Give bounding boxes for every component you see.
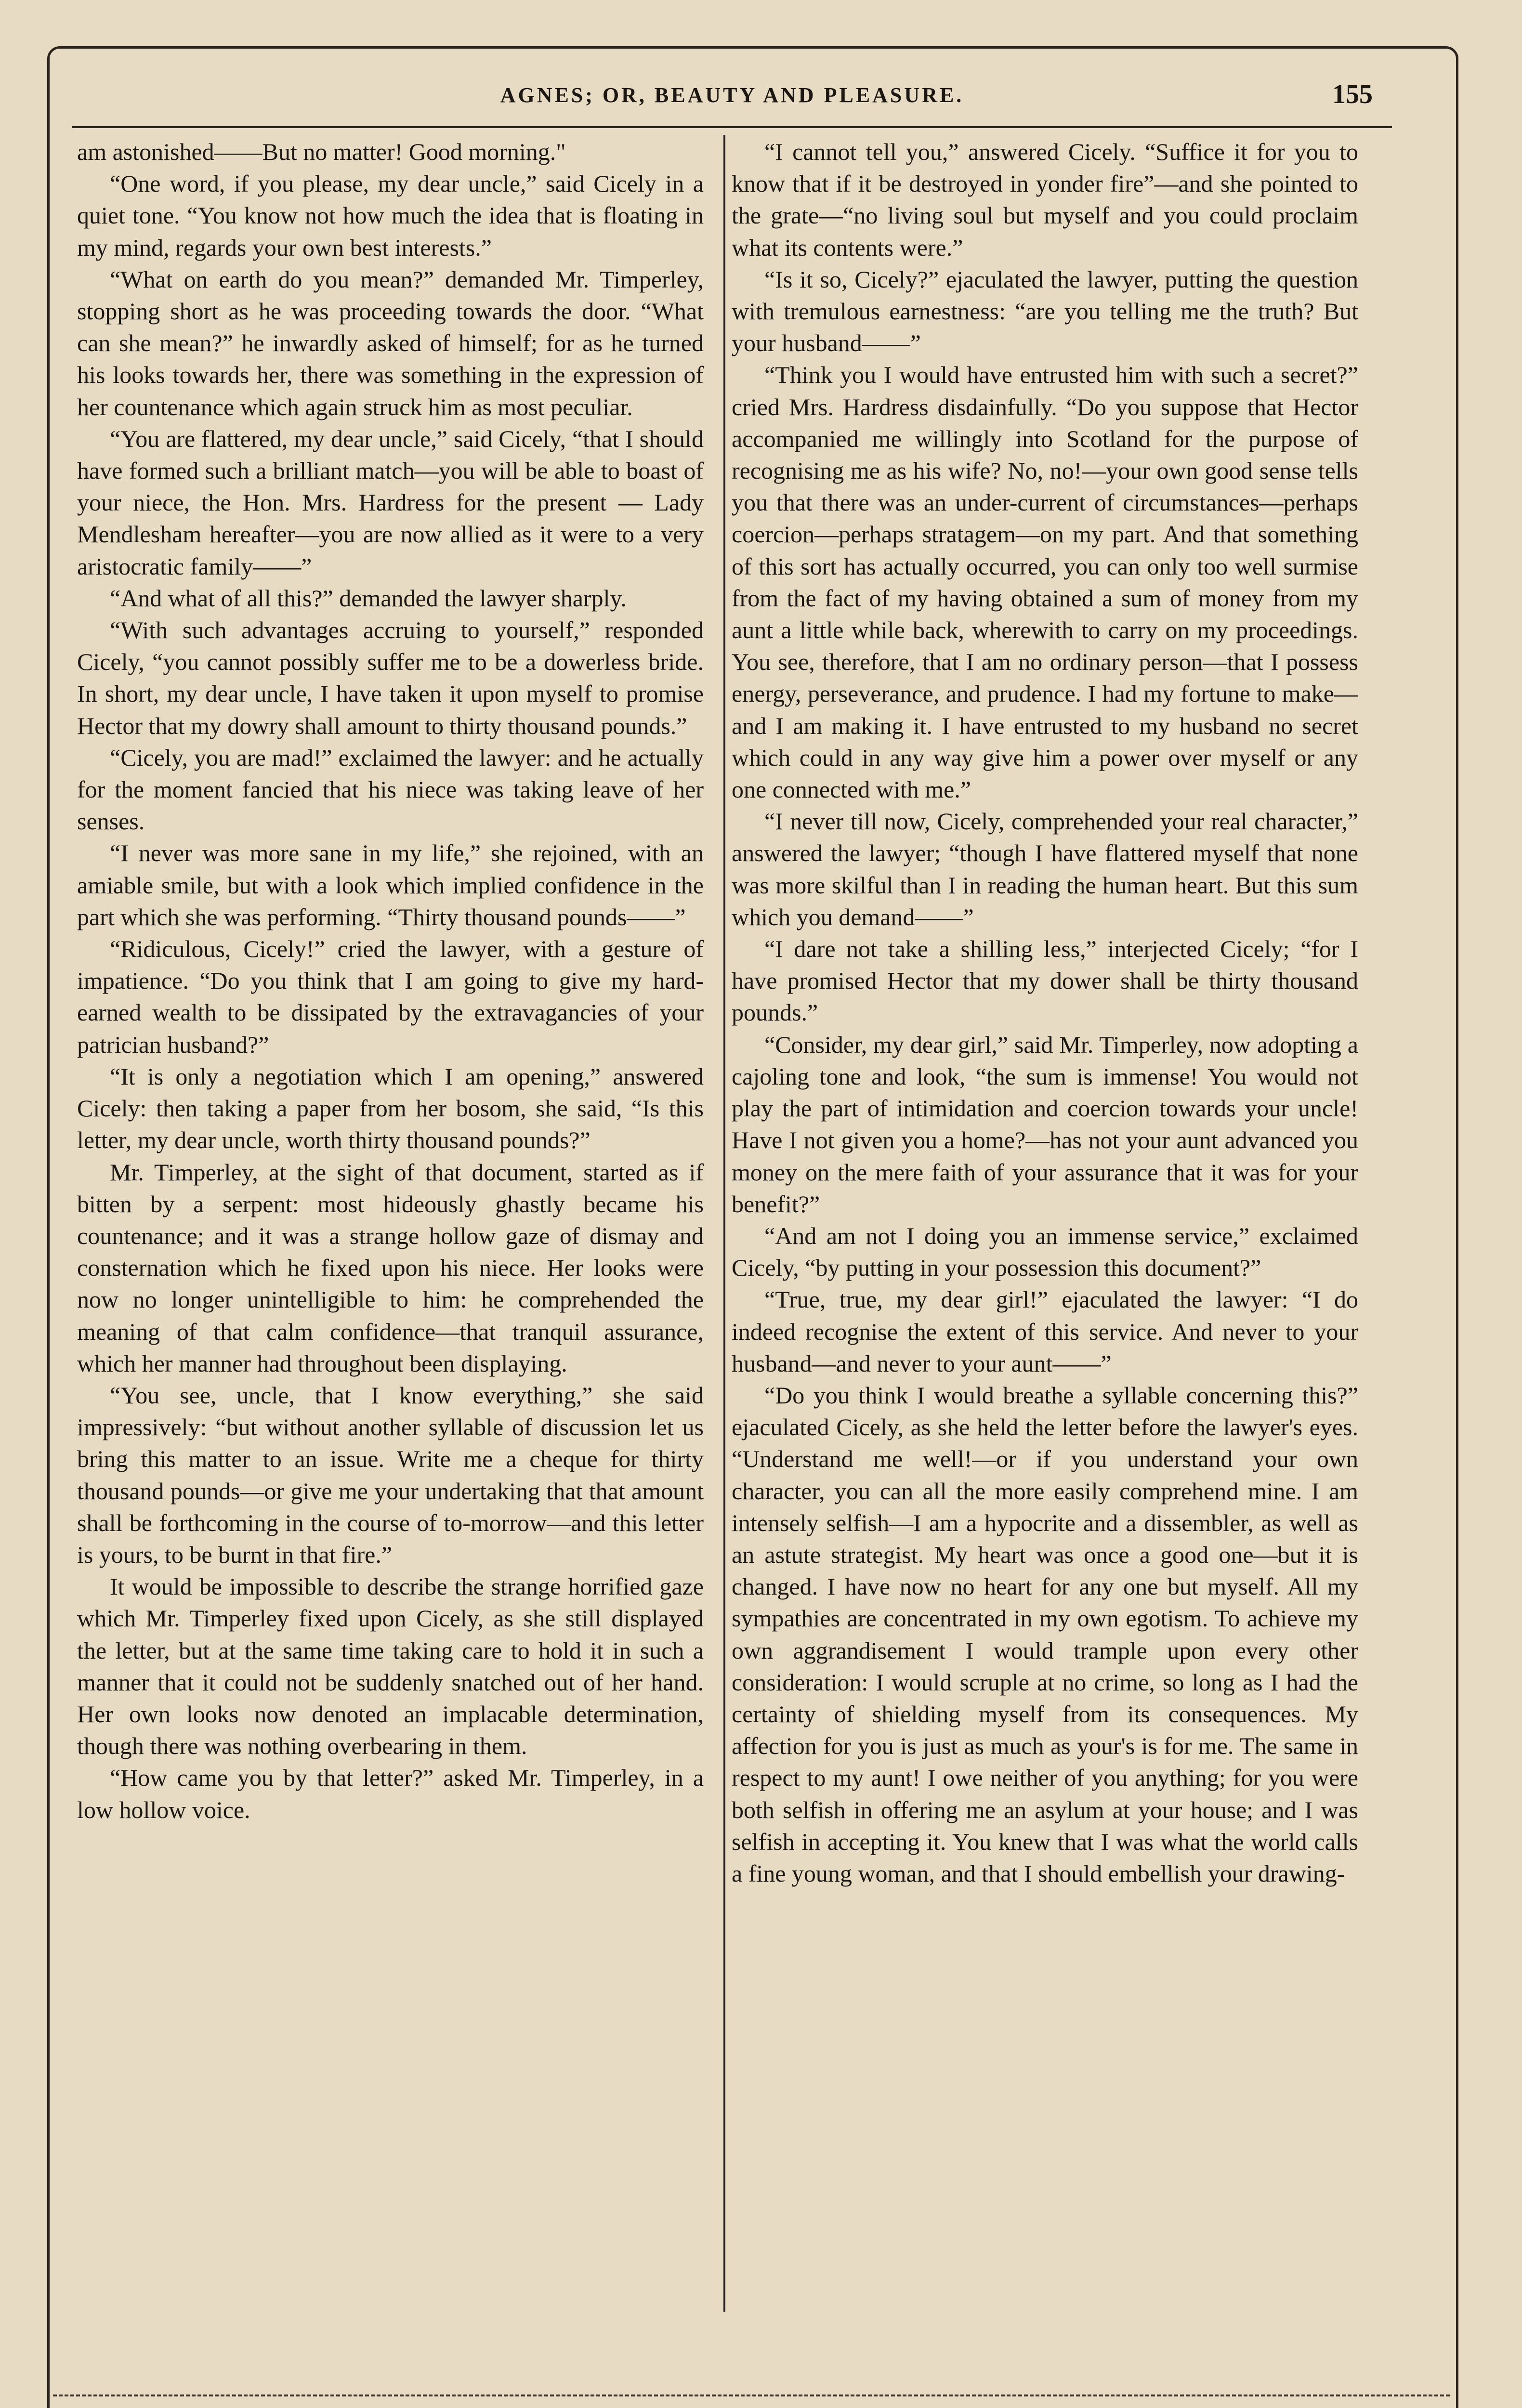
column-divider — [723, 135, 725, 2312]
paragraph: “I dare not take a shilling less,” interjected Cicely; “for I have promised Hector that my dower shall be thirty thousand pounds.” — [732, 935, 1358, 1026]
paragraph: “Ridiculous, Cicely!” cried the lawyer, with a gesture of impatience. “Do you think that I am going to give my hard-earned wealth to be dissipated by the extravagancies of your patrician husband?” — [77, 935, 704, 1058]
paragraph: “Is it so, Cicely?” ejaculated the lawyer, putting the question with tremulous earnestness: “are you telling me the truth? But your husband——” — [732, 265, 1358, 357]
paragraph: “What on earth do you mean?” demanded Mr. Timperley, stopping short as he was proceeding towards the door. “What can she mean?” he inwardly asked of himself; for as he turned his looks towards her, there was something in the expression of her countenance which again struck him as most peculiar. — [77, 265, 704, 420]
page-number: 155 — [1332, 79, 1373, 109]
page-header — [87, 72, 1378, 130]
paragraph: “I cannot tell you,” answered Cicely. “Suffice it for you to know that if it be destroyed in yonder fire”—and she pointed to the grate—“no living soul but myself and you could proclaim what its contents were.” — [732, 138, 1358, 261]
right-column — [732, 136, 1358, 2332]
paragraph: “And what of all this?” demanded the lawyer sharply. — [110, 584, 627, 612]
bottom-rule — [53, 2395, 1450, 2396]
paragraph: “Think you I would have entrusted him with such a secret?” cried Mrs. Hardress disdainfully. “Do you suppose that Hector accompanied me willingly into Scotland for the purpose of recognising me as his wife? No, no!—your own good sense tells you that there was an under-current of circumstances—perhaps coercion—perhaps stratagem—on my part. And that something of this sort has actually occurred, you can only too well surmise from the fact of my having obtained a sum of money from my aunt a little while back, wherewith to carry on my proceedings. You see, therefore, that I am no ordinary person—that I possess energy, perseverance, and prudence. I had my fortune to make—and I am making it. I have entrusted to my husband no secret which could in any way give him a power over myself or any one connected with me.” — [732, 361, 1358, 803]
paragraph: am astonished——But no matter! Good morning." — [77, 138, 566, 165]
left-column — [77, 136, 704, 2332]
paragraph: “With such advantages accruing to yourself,” responded Cicely, “you cannot possibly suffer me to be a dowerless bride. In short, my dear uncle, I have taken it upon myself to promise Hector that my dowry shall amount to thirty thousand pounds.” — [77, 616, 704, 739]
paragraph: “You see, uncle, that I know everything,” she said impressively: “but without another syllable of discussion let us bring this matter to an issue. Write me a cheque for thirty thousand pounds—or give me your undertaking that that amount shall be forthcoming in the course of to-morrow—and this letter is yours, to be burnt in that fire.” — [77, 1381, 704, 1568]
paragraph: “And am not I doing you an immense service,” exclaimed Cicely, “by putting in your possession this document?” — [732, 1222, 1358, 1282]
paragraph: “It is only a negotiation which I am opening,” answered Cicely: then taking a paper from her bosom, she said, “Is this letter, my dear uncle, worth thirty thousand pounds?” — [77, 1062, 704, 1154]
header-rule — [72, 126, 1392, 128]
paragraph: “You are flattered, my dear uncle,” said Cicely, “that I should have formed such a brilliant match—you will be able to boast of your niece, the Hon. Mrs. Hardress for the present — Lady Mendlesham hereafter—you are now allied as it were to a very aristocratic family——” — [77, 425, 704, 580]
paragraph: “Consider, my dear girl,” said Mr. Timperley, now adopting a cajoling tone and look, “the sum is immense! You would not play the part of intimidation and coercion towards your uncle! Have I not given you a home?—has not your aunt advanced you money on the mere faith of your assurance that it was for your benefit?” — [732, 1031, 1358, 1217]
paragraph: “I never till now, Cicely, comprehended your real character,” answered the lawyer; “though I have flattered myself that none was more skilful than I in reading the human heart. But this sum which you demand——” — [732, 808, 1358, 930]
paragraph: “One word, if you please, my dear uncle,” said Cicely in a quiet tone. “You know not how much the idea that is floating in my mind, regards your own best interests.” — [77, 170, 704, 261]
paragraph: Mr. Timperley, at the sight of that document, started as if bitten by a serpent: most hideously ghastly became his countenance; and it was a strange hollow gaze of dismay and consternation which he fixed upon his niece. Her looks were now no longer unintelligible to him: he comprehended the meaning of that calm confidence—that tranquil assurance, which her manner had throughout been displaying. — [77, 1158, 704, 1377]
paragraph: “I never was more sane in my life,” she rejoined, with an amiable smile, but with a look which implied confidence in the part which she was performing. “Thirty thousand pounds——” — [77, 839, 704, 930]
paragraph: “How came you by that letter?” asked Mr. Timperley, in a low hollow voice. — [77, 1764, 704, 1823]
paragraph: “Cicely, you are mad!” exclaimed the lawyer: and he actually for the moment fancied that his niece was taking leave of her senses. — [77, 744, 704, 835]
paragraph: “True, true, my dear girl!” ejaculated the lawyer: “I do indeed recognise the extent of this service. And never to your husband—and never to your aunt——” — [732, 1286, 1358, 1377]
paragraph: “Do you think I would breathe a syllable concerning this?” ejaculated Cicely, as she held the letter before the lawyer's eyes. “Understand me well!—or if you understand your own character, you can all the more easily comprehend mine. I am intensely selfish—I am a hypocrite and a dissembler, as well as an astute strategist. My heart was once a good one—but it is changed. I have now no heart for any one but myself. All my sympathies are concentrated in my own egotism. To achieve my own aggrandisement I would trample upon every other consideration: I would scruple at no crime, so long as I had the certainty of shielding myself from its consequences. My affection for you is just as much as your's is for me. The same in respect to my aunt! I owe neither of you anything; for you were both selfish in offering me an asylum at your house; and I was selfish in accepting it. You knew that I was what the world calls a fine young woman, and that I should embellish your drawing- — [732, 1381, 1358, 1887]
paragraph: It would be impossible to describe the strange horrified gaze which Mr. Timperley fixed upon Cicely, as she still displayed the letter, but at the same time taking care to hold it in such a manner that it could not be suddenly snatched out of her hand. Her own looks now denoted an implacable determination, though there was nothing overbearing in them. — [77, 1573, 704, 1760]
running-title: AGNES; OR, BEAUTY AND PLEASURE. — [500, 83, 964, 107]
text-columns — [77, 136, 1358, 2332]
